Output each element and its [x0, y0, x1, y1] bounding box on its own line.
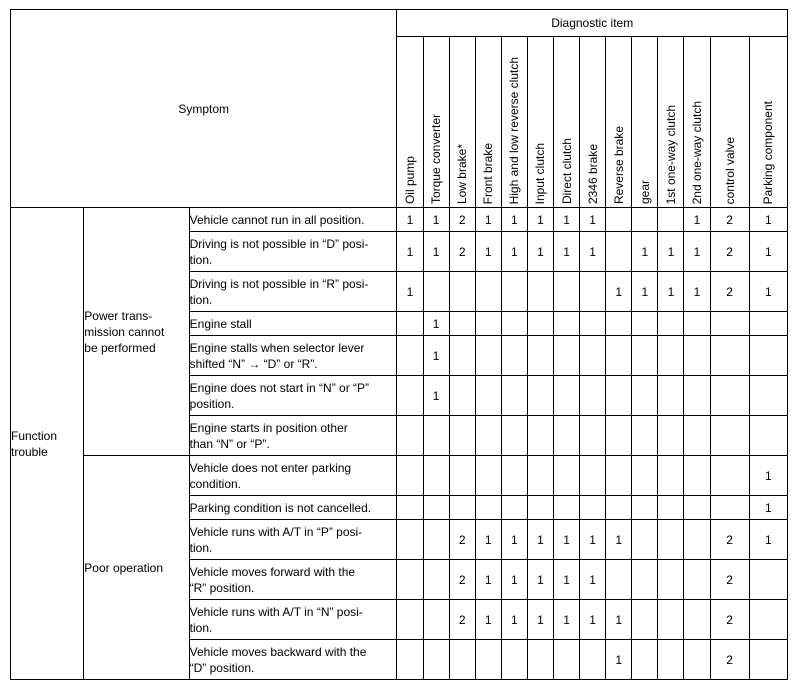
value-cell: 2 — [710, 208, 749, 232]
category-cell: Function trouble — [11, 208, 84, 680]
value-cell — [749, 312, 787, 336]
column-header: Front brake — [475, 37, 501, 208]
table-row — [11, 456, 788, 496]
value-cell — [501, 376, 527, 416]
value-cell — [606, 312, 632, 336]
value-cell — [606, 336, 632, 376]
column-header: High and low reverse clutch — [501, 37, 527, 208]
value-cell — [553, 496, 579, 520]
value-cell: 1 — [397, 208, 423, 232]
value-cell — [501, 496, 527, 520]
value-cell — [553, 416, 579, 456]
value-cell: 2 — [449, 520, 475, 560]
value-cell — [749, 416, 787, 456]
column-header: 1st one-way clutch — [658, 37, 684, 208]
value-cell — [423, 560, 449, 600]
symptom-cell: Vehicle does not enter parking condition. — [189, 456, 397, 496]
value-cell — [423, 456, 449, 496]
value-cell — [501, 456, 527, 496]
value-cell — [684, 520, 710, 560]
value-cell — [580, 272, 606, 312]
value-cell — [658, 520, 684, 560]
value-cell — [527, 312, 553, 336]
value-cell: 1 — [397, 272, 423, 312]
value-cell — [423, 496, 449, 520]
value-cell: 2 — [449, 208, 475, 232]
value-cell: 1 — [632, 232, 658, 272]
value-cell — [580, 640, 606, 680]
column-header: Oil pump — [397, 37, 423, 208]
value-cell — [580, 376, 606, 416]
value-cell — [501, 312, 527, 336]
value-cell — [501, 336, 527, 376]
value-cell — [658, 376, 684, 416]
value-cell — [527, 640, 553, 680]
symptom-cell: Engine does not start in “N” or “P” position. — [189, 376, 397, 416]
value-cell — [710, 496, 749, 520]
value-cell: 1 — [501, 232, 527, 272]
column-header: 2nd one-way clutch — [684, 37, 710, 208]
value-cell — [449, 376, 475, 416]
value-cell: 1 — [580, 560, 606, 600]
value-cell — [632, 520, 658, 560]
value-cell: 1 — [527, 600, 553, 640]
value-cell — [580, 312, 606, 336]
diagnostic-item-header: Diagnostic item — [397, 10, 788, 37]
value-cell: 1 — [749, 456, 787, 496]
value-cell — [632, 496, 658, 520]
value-cell — [475, 376, 501, 416]
value-cell: 1 — [749, 520, 787, 560]
value-cell: 1 — [423, 208, 449, 232]
value-cell — [475, 456, 501, 496]
value-cell — [684, 376, 710, 416]
value-cell — [658, 208, 684, 232]
value-cell: 2 — [710, 560, 749, 600]
value-cell — [423, 600, 449, 640]
symptom-cell: Vehicle moves backward with the “D” position. — [189, 640, 397, 680]
value-cell — [527, 496, 553, 520]
value-cell — [475, 336, 501, 376]
value-cell — [658, 336, 684, 376]
value-cell — [475, 272, 501, 312]
value-cell — [397, 456, 423, 496]
value-cell — [632, 416, 658, 456]
value-cell — [632, 336, 658, 376]
value-cell — [749, 560, 787, 600]
value-cell — [397, 336, 423, 376]
value-cell — [397, 376, 423, 416]
value-cell — [710, 312, 749, 336]
value-cell — [580, 336, 606, 376]
symptom-header: Symptom — [11, 10, 397, 208]
value-cell — [397, 600, 423, 640]
value-cell — [397, 520, 423, 560]
value-cell: 2 — [710, 640, 749, 680]
value-cell — [449, 312, 475, 336]
symptom-cell: Driving is not possible in “R” posi- tion. — [189, 272, 397, 312]
value-cell — [684, 640, 710, 680]
value-cell — [684, 560, 710, 600]
value-cell: 1 — [527, 208, 553, 232]
value-cell: 1 — [423, 376, 449, 416]
value-cell — [397, 416, 423, 456]
symptom-cell: Engine stalls when selector lever shifted “N” → “D” or “R”. — [189, 336, 397, 376]
value-cell — [527, 416, 553, 456]
value-cell — [632, 208, 658, 232]
value-cell: 1 — [475, 208, 501, 232]
value-cell — [632, 560, 658, 600]
value-cell: 1 — [553, 520, 579, 560]
value-cell — [580, 496, 606, 520]
value-cell: 1 — [423, 232, 449, 272]
value-cell — [684, 312, 710, 336]
value-cell — [658, 416, 684, 456]
value-cell — [501, 640, 527, 680]
value-cell — [749, 336, 787, 376]
value-cell — [632, 376, 658, 416]
value-cell: 1 — [527, 232, 553, 272]
column-header: Direct clutch — [553, 37, 579, 208]
value-cell: 1 — [749, 272, 787, 312]
value-cell: 1 — [475, 600, 501, 640]
value-cell — [553, 640, 579, 680]
value-cell — [527, 376, 553, 416]
value-cell: 2 — [710, 232, 749, 272]
value-cell: 1 — [423, 312, 449, 336]
value-cell: 1 — [684, 208, 710, 232]
value-cell: 1 — [475, 232, 501, 272]
value-cell — [397, 496, 423, 520]
value-cell: 1 — [580, 208, 606, 232]
symptom-cell: Engine starts in position other than “N” or “P”. — [189, 416, 397, 456]
value-cell — [606, 208, 632, 232]
value-cell: 1 — [475, 560, 501, 600]
value-cell: 1 — [553, 600, 579, 640]
symptom-cell: Vehicle runs with A/T in “N” posi- tion. — [189, 600, 397, 640]
value-cell: 1 — [606, 600, 632, 640]
value-cell — [527, 456, 553, 496]
group-label-cell: Poor operation — [84, 456, 189, 680]
value-cell: 1 — [501, 600, 527, 640]
value-cell — [684, 336, 710, 376]
column-header: Low brake* — [449, 37, 475, 208]
value-cell — [710, 336, 749, 376]
value-cell — [606, 376, 632, 416]
value-cell — [684, 416, 710, 456]
value-cell: 1 — [580, 232, 606, 272]
value-cell — [475, 312, 501, 336]
value-cell: 1 — [501, 520, 527, 560]
value-cell — [658, 560, 684, 600]
value-cell — [749, 376, 787, 416]
value-cell — [553, 312, 579, 336]
value-cell — [553, 376, 579, 416]
value-cell: 1 — [658, 272, 684, 312]
symptom-cell: Engine stall — [189, 312, 397, 336]
value-cell: 2 — [710, 520, 749, 560]
value-cell — [449, 416, 475, 456]
value-cell — [606, 560, 632, 600]
value-cell: 1 — [749, 208, 787, 232]
value-cell: 2 — [710, 272, 749, 312]
value-cell: 1 — [606, 640, 632, 680]
value-cell — [501, 416, 527, 456]
value-cell: 1 — [553, 208, 579, 232]
value-cell — [423, 416, 449, 456]
value-cell — [632, 640, 658, 680]
value-cell: 1 — [501, 208, 527, 232]
value-cell — [475, 496, 501, 520]
value-cell — [580, 416, 606, 456]
value-cell: 2 — [449, 560, 475, 600]
value-cell: 2 — [449, 232, 475, 272]
value-cell — [475, 416, 501, 456]
value-cell — [749, 640, 787, 680]
value-cell: 1 — [527, 520, 553, 560]
value-cell — [632, 456, 658, 496]
table-row — [11, 208, 788, 232]
value-cell — [606, 496, 632, 520]
value-cell — [527, 272, 553, 312]
value-cell — [684, 600, 710, 640]
value-cell — [658, 312, 684, 336]
value-cell: 1 — [632, 272, 658, 312]
value-cell: 1 — [397, 232, 423, 272]
value-cell — [606, 456, 632, 496]
value-cell: 1 — [658, 232, 684, 272]
symptom-cell: Driving is not possible in “D” posi- tion. — [189, 232, 397, 272]
group-label-cell: Power trans- mission cannot be performed — [84, 208, 189, 456]
column-header: Torque converter — [423, 37, 449, 208]
value-cell — [658, 640, 684, 680]
value-cell: 2 — [449, 600, 475, 640]
value-cell — [449, 496, 475, 520]
value-cell: 1 — [749, 496, 787, 520]
column-header: Parking component — [749, 37, 787, 208]
value-cell — [632, 600, 658, 640]
value-cell — [397, 640, 423, 680]
value-cell — [449, 456, 475, 496]
value-cell — [606, 416, 632, 456]
value-cell — [449, 272, 475, 312]
value-cell: 1 — [684, 272, 710, 312]
column-header: Input clutch — [527, 37, 553, 208]
value-cell — [449, 336, 475, 376]
value-cell: 1 — [580, 520, 606, 560]
value-cell — [684, 456, 710, 496]
value-cell — [684, 496, 710, 520]
value-cell: 1 — [527, 560, 553, 600]
value-cell — [658, 600, 684, 640]
value-cell — [423, 640, 449, 680]
value-cell — [658, 496, 684, 520]
value-cell — [397, 560, 423, 600]
value-cell: 1 — [423, 336, 449, 376]
symptom-cell: Vehicle moves forward with the “R” position. — [189, 560, 397, 600]
value-cell — [632, 312, 658, 336]
diagnostic-table — [10, 9, 788, 680]
value-cell: 1 — [684, 232, 710, 272]
column-header: 2346 brake — [580, 37, 606, 208]
symptom-cell: Vehicle runs with A/T in “P” posi- tion. — [189, 520, 397, 560]
value-cell: 1 — [553, 560, 579, 600]
value-cell — [527, 336, 553, 376]
symptom-cell: Vehicle cannot run in all position. — [189, 208, 397, 232]
value-cell — [710, 376, 749, 416]
value-cell — [397, 312, 423, 336]
value-cell — [475, 640, 501, 680]
value-cell — [501, 272, 527, 312]
value-cell: 1 — [606, 520, 632, 560]
value-cell: 1 — [501, 560, 527, 600]
value-cell — [423, 520, 449, 560]
value-cell — [449, 640, 475, 680]
value-cell — [553, 336, 579, 376]
value-cell — [553, 456, 579, 496]
value-cell — [710, 416, 749, 456]
value-cell: 1 — [475, 520, 501, 560]
column-header: Reverse brake — [606, 37, 632, 208]
value-cell — [658, 456, 684, 496]
column-header: gear — [632, 37, 658, 208]
column-header: control valve — [710, 37, 749, 208]
value-cell: 1 — [749, 232, 787, 272]
value-cell: 1 — [580, 600, 606, 640]
value-cell: 1 — [553, 232, 579, 272]
symptom-cell: Parking condition is not cancelled. — [189, 496, 397, 520]
value-cell — [710, 456, 749, 496]
value-cell — [553, 272, 579, 312]
value-cell — [423, 272, 449, 312]
value-cell — [749, 600, 787, 640]
value-cell: 1 — [606, 272, 632, 312]
value-cell — [580, 456, 606, 496]
value-cell: 2 — [710, 600, 749, 640]
value-cell — [606, 232, 632, 272]
